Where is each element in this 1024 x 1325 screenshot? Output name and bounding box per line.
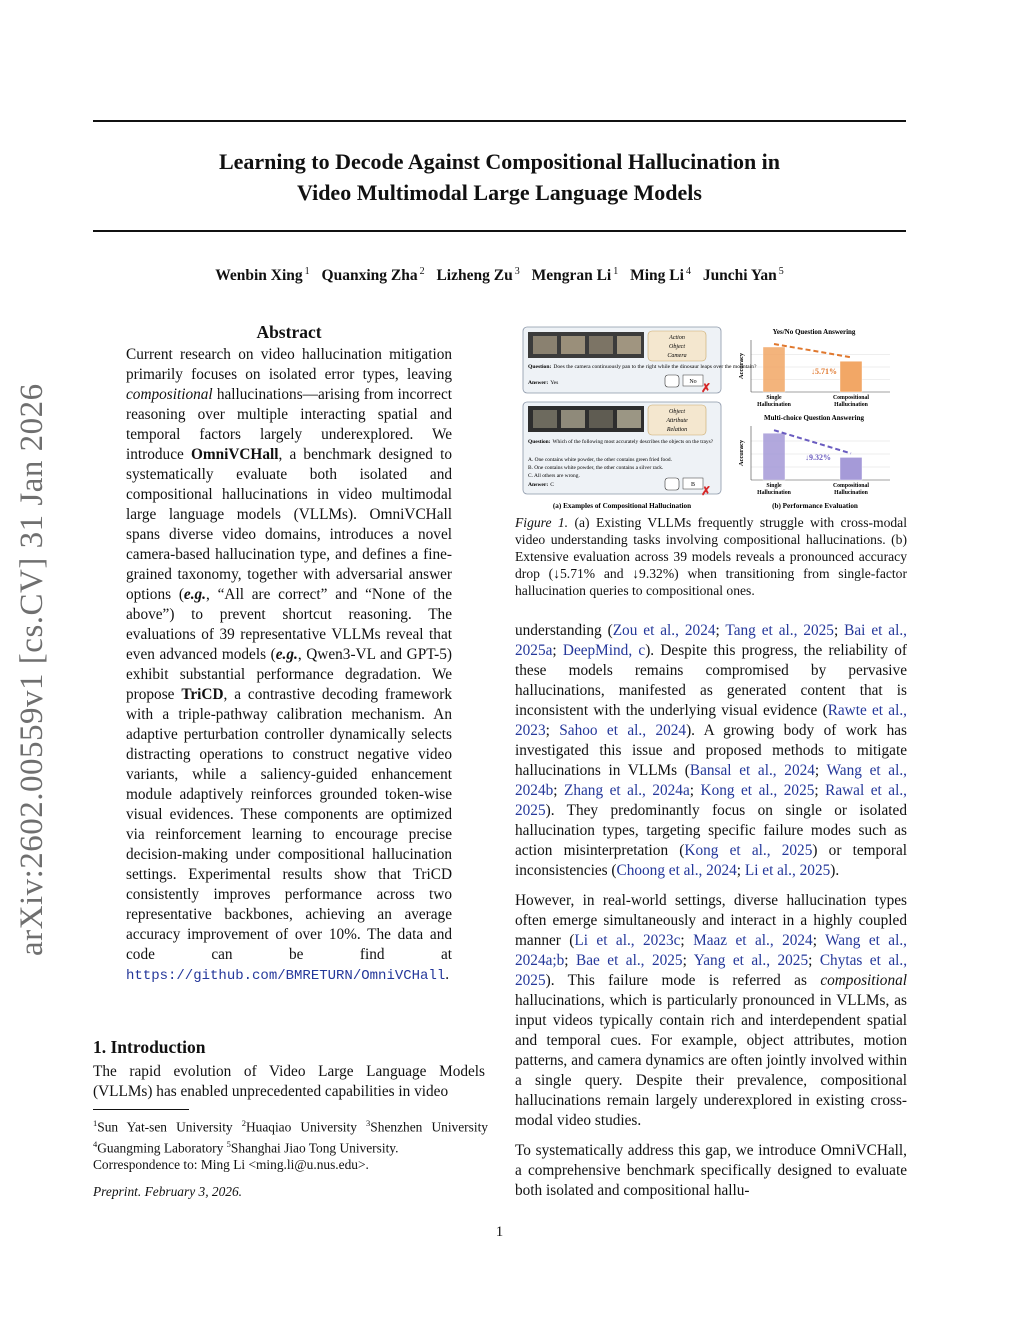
tag: Camera xyxy=(667,353,687,359)
tag: Relation xyxy=(666,427,688,433)
citation[interactable]: Wang et al., 2024b xyxy=(515,762,907,799)
yes-no-chart xyxy=(738,328,890,408)
paper-title xyxy=(93,146,906,208)
citation[interactable]: Chytas et al., 2025 xyxy=(515,952,908,989)
title-top-rule xyxy=(93,120,906,122)
title-bottom-rule xyxy=(93,230,906,232)
title-line-2: Video Multimodal Large Language Models xyxy=(297,180,702,205)
bar-compositional xyxy=(840,361,862,392)
option: A. One contains white powder, the other contains green fried food. xyxy=(528,457,672,463)
citation[interactable]: Rawte et al., 2023 xyxy=(515,702,907,739)
tag: Attribute xyxy=(666,418,688,424)
citation[interactable]: Bansal et al., 2024 xyxy=(689,762,815,779)
bar-compositional xyxy=(840,457,862,480)
right-column-paragraph-1: understanding (Zou et al., 2024; Tang et al., 2025; Bai et al., 2025a; DeepMind, c). Despite this progress, the reliability of these models remains compromised by pervasive hallucinations, manifested as generated content that is inconsistent with the underlying visual evidence (Rawte et al., 2023; Sahoo et al., 2024). A growing body of work has investigated this issue and proposed methods to mitigate hallucinations in VLLMs (Bansal et al., 2024; Wang et al., 2024b; Zhang et al., 2024a; Kong et al., 2025; Rawal et al., 2025). They predominantly focus on single or isolated hallucination types, targeting specific failure modes such as action misinterpretation (Kong et al., 2025) or temporal inconsistencies (Choong et al., 2024; Li et al., 2025). xyxy=(515,622,907,879)
citation[interactable]: Bai et al., 2025a xyxy=(515,622,907,659)
intro-paragraph: The rapid evolution of Video Large Language Models (VLLMs) has enabled unprecedented capabilities in video xyxy=(93,1063,485,1100)
tag: Object xyxy=(669,409,685,415)
option: B. One contains white powder, the other contains a silver rack. xyxy=(528,465,664,471)
citation[interactable]: Kong et al., 2025 xyxy=(700,782,815,799)
citation[interactable]: Choong et al., 2024 xyxy=(616,862,737,879)
abstract-heading: Abstract xyxy=(256,322,322,342)
footnote-rule xyxy=(93,1109,189,1110)
citation[interactable]: Zhang et al., 2024a xyxy=(564,782,690,799)
figure-1 xyxy=(515,322,907,512)
model-prediction-2: B xyxy=(690,482,696,488)
x-tick-label: Hallucination xyxy=(757,490,791,496)
example-2 xyxy=(523,402,721,498)
code-link[interactable]: https://github.com/BMRETURN/OmniVCHall xyxy=(126,968,446,984)
multi-choice-chart xyxy=(738,414,890,496)
answer-2: C xyxy=(550,482,554,488)
author: Junchi Yan $^5$ xyxy=(702,266,784,285)
author-list xyxy=(93,266,906,285)
example-1 xyxy=(523,327,757,395)
citation[interactable]: Bae et al., 2025 xyxy=(576,952,683,969)
citation[interactable]: Li et al., 2025 xyxy=(744,862,831,879)
page-number: 1 xyxy=(495,1224,504,1240)
wrong-cross-icon: ✗ xyxy=(700,381,712,395)
bar-single xyxy=(763,347,785,392)
citation[interactable]: Li et al., 2023c xyxy=(574,932,681,949)
svg-text:Answer:Yes: Answer: Yes xyxy=(528,380,559,386)
question-1: Does the camera continuously pan to the right while the dinosaur leaps over the mountain? xyxy=(553,364,757,370)
model-prediction-1: No xyxy=(689,379,697,385)
citation[interactable]: Tang et al., 2025 xyxy=(725,622,834,639)
abstract-body: Current research on video hallucination mitigation primarily focuses on isolated error types, leaving compositional hallucinations—arising from incorrect reasoning over multiple interacting spatial and temporal factors largely underexplored. We introduce OmniVCHall, a benchmark designed to systematically evaluate both isolated and compositional hallucinations in video multimodal large language models (VLLMs). OmniVCHall spans diverse video domains, introduces a novel camera-based hallucination type, and defines a fine-grained taxonomy, together with adversarial answer options (e.g., “All are correct” and “None of the above”) to prevent shortcut reasoning. The evaluations of 39 representative VLLMs reveal that even advanced models (e.g., Qwen3-VL and GPT-5) exhibit substantial performance degradation. We propose TriCD, a contrastive decoding framework with a triple-pathway calibration mechanism. An adaptive perturbation controller dynamically selects distracting operations to construct negative video variants, while a saliency-guided enhancement module adaptively reinforces grounded token-wise visual evidences. These components are optimized via reinforcement learning to encourage precise decision-making under compositional hallucination settings. Experimental results show that TriCD consistently improves performance across two representative backbones, achieving an average accuracy improvement of over 10%. The data and code can be find at https://github.com/BMRETURN/OmniVCHall. xyxy=(126,346,452,984)
svg-text:Answer:C: Answer: C xyxy=(528,482,554,488)
citation[interactable]: Zou et al., 2024 xyxy=(612,622,716,639)
author: Lizheng Zu $^3$ xyxy=(436,266,520,285)
answer-1: Yes xyxy=(550,380,559,386)
x-tick-label: Compositional xyxy=(832,483,870,489)
bar-single xyxy=(763,433,785,480)
affiliations-footnote: $^1$Sun Yat-sen University $^2$Huaqiao University $^3$Shenzhen University $^4$Guangming Laboratory $^5$Shanghai Jiao Tong University. Correspondence to: Ming Li <ming.li@u.nus.edu>. xyxy=(93,1118,488,1172)
right-column-paragraph-2: However, in real-world settings, diverse hallucination types often emerge simultaneously and interact in a highly coupled manner (Li et al., 2023c; Maaz et al., 2024; Wang et al., 2024a;b; Bae et al., 2025; Yang et al., 2025; Chytas et al., 2025). This failure mode is referred as compositional hallucinations, which is particularly pronounced in VLLMs, as input videos typically contain rich and interdependent spatial and temporal cues. For example, object attributes, motion patterns, and camera dynamics are often jointly involved within a single query. Despite their prevalence, compositional hallucinations remain largely underexplored in existing cross-modal video studies. xyxy=(515,892,908,1129)
x-tick-label: Hallucination xyxy=(834,490,868,496)
title-line-1: Learning to Decode Against Compositional Hallucination in xyxy=(218,149,781,174)
x-tick-label: Single xyxy=(766,483,782,489)
citation[interactable]: Kong et al., 2025 xyxy=(684,842,813,859)
x-tick-label: Single xyxy=(766,395,782,401)
x-tick-label: Hallucination xyxy=(834,402,868,408)
wrong-cross-icon: ✗ xyxy=(700,484,712,498)
panel-a-label: (a) Examples of Compositional Hallucination xyxy=(552,502,692,510)
drop-trend-arrow xyxy=(774,344,851,357)
author: Wenbin Xing $^1$ xyxy=(215,266,310,285)
author: Quanxing Zha $^2$ xyxy=(321,266,425,285)
citation[interactable]: Maaz et al., 2024 xyxy=(693,932,813,949)
drop-label: ↓9.32% xyxy=(805,453,831,462)
question-2: Which of the following most accurately describes the objects on the trays? xyxy=(552,439,714,445)
arxiv-stamp: arXiv:2602.00559v1 [cs.CV] 31 Jan 2026 xyxy=(14,383,50,956)
x-tick-label: Compositional xyxy=(832,395,870,401)
citation[interactable]: Wang et al., 2024a;b xyxy=(515,932,907,969)
section-heading-introduction: 1. Introduction xyxy=(93,1037,206,1057)
tag: Object xyxy=(669,344,685,350)
citation[interactable]: DeepMind, c xyxy=(562,642,646,659)
citation[interactable]: Rawal et al., 2025 xyxy=(515,782,907,819)
x-tick-label: Hallucination xyxy=(757,402,791,408)
robot-icon xyxy=(665,478,679,490)
citation[interactable]: Sahoo et al., 2024 xyxy=(559,722,687,739)
y-axis-label: Accuracy xyxy=(738,352,745,380)
preprint-note: Preprint. February 3, 2026. xyxy=(93,1184,243,1199)
drop-trend-arrow xyxy=(774,430,851,453)
robot-icon xyxy=(665,375,679,387)
tag: Action xyxy=(669,335,685,341)
y-axis-label: Accuracy xyxy=(738,439,745,467)
figure-caption: Figure 1. (a) Existing VLLMs frequently struggle with cross-modal video understanding tasks involving compositional hallucinations. (b) Extensive evaluation across 39 models reveals a pronounced accuracy drop (↓5.71% and ↓9.32%) when transitioning from single-factor hallucination queries to compositional ones. xyxy=(515,515,907,598)
citation[interactable]: Yang et al., 2025 xyxy=(693,952,809,969)
panel-b-label: (b) Performance Evaluation xyxy=(772,502,858,510)
chart-title: Yes/No Question Answering xyxy=(772,328,856,336)
author: Ming Li $^4$ xyxy=(630,266,691,285)
chart-title: Multi-choice Question Answering xyxy=(764,414,864,422)
drop-label: ↓5.71% xyxy=(811,367,837,376)
svg-text:Question:Which of the followin: Question: Which of the following most accurately describes the objects on the trays? xyxy=(528,439,714,445)
author: Mengran Li $^1$ xyxy=(531,266,619,285)
svg-text:Question:Does the camera conti: Question: Does the camera continuously pan to the right while the dinosaur leaps over the mountain? xyxy=(528,364,757,370)
right-column-paragraph-3: To systematically address this gap, we introduce OmniVCHall, a comprehensive benchmark specifically designed to evaluate both isolated and compositional hallu- xyxy=(515,1142,907,1199)
option: C. All others are wrong. xyxy=(528,473,580,479)
